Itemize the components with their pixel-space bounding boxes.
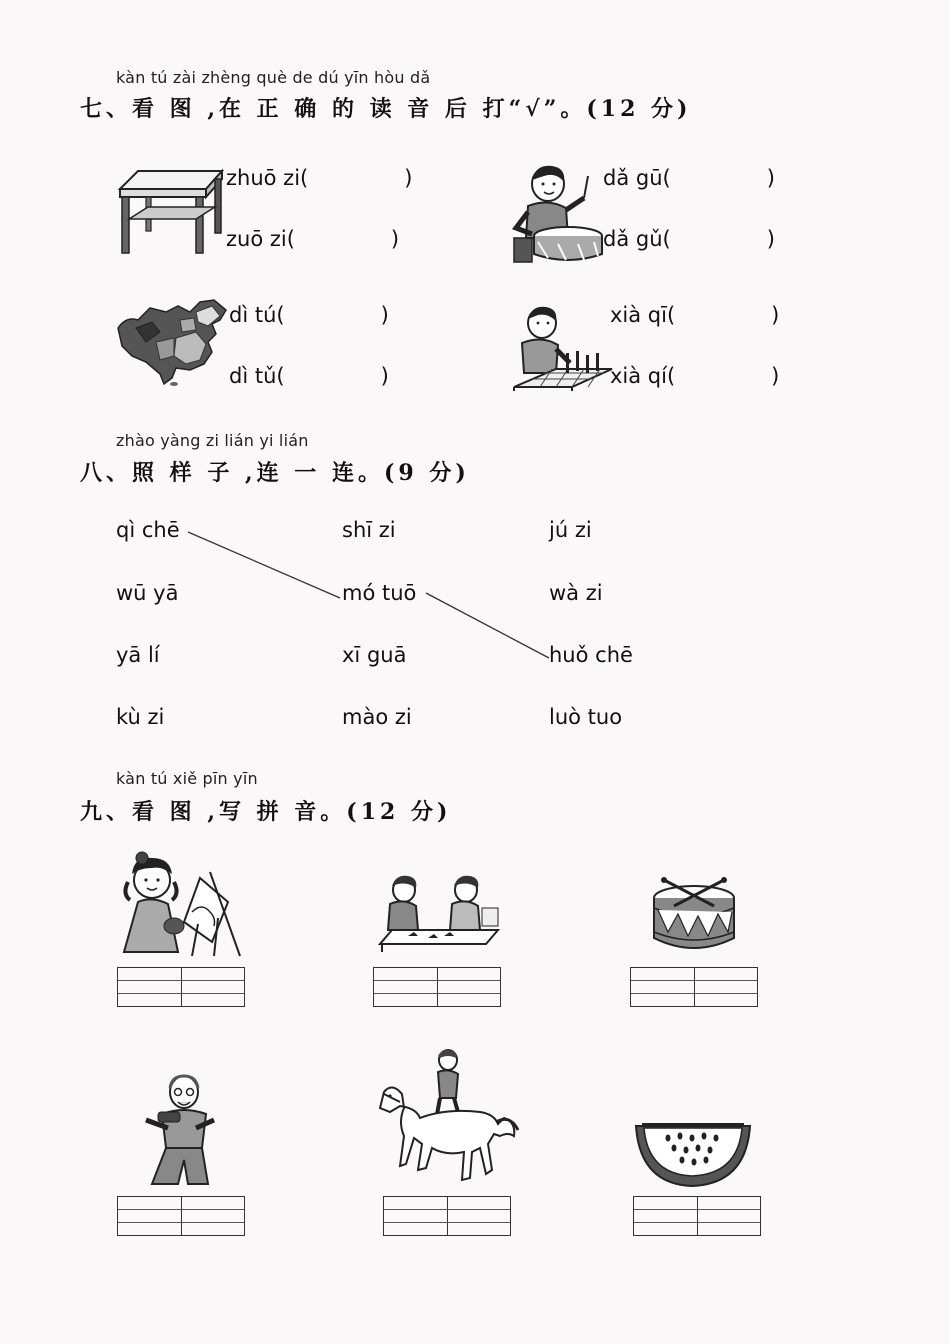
option-xia-qi-2[interactable]: xià qí( ) — [610, 364, 780, 388]
section7-title: 七、看 图 ,在 正 确 的 读 音 后 打“√”。(12 分) — [80, 96, 692, 122]
section8-pinyin: zhào yàng zi lián yi lián — [116, 431, 309, 450]
word-huo-che[interactable]: huǒ chē — [549, 643, 633, 667]
example-line-2 — [426, 593, 549, 658]
watermelon-icon — [634, 1120, 752, 1188]
answer-grid-5[interactable] — [383, 1196, 511, 1236]
word-wu-ya[interactable]: wū yā — [116, 581, 179, 605]
word-xi-gua[interactable]: xī guā — [342, 643, 407, 667]
word-qi-che[interactable]: qì chē — [116, 518, 180, 542]
answer-grid-2[interactable] — [373, 967, 501, 1007]
section9-title: 九、看 图 ,写 拼 音。(12 分) — [80, 799, 452, 825]
word-luo-tuo[interactable]: luò tuo — [549, 705, 623, 729]
answer-grid-6[interactable] — [633, 1196, 761, 1236]
kids-folding-icon — [378, 874, 502, 952]
horse-rider-icon — [376, 1048, 520, 1188]
option-di-tu-2[interactable]: dì tú( ) — [229, 303, 389, 327]
word-ju-zi[interactable]: jú zi — [549, 518, 592, 542]
word-shi-zi[interactable]: shī zi — [342, 518, 396, 542]
word-ku-zi[interactable]: kù zi — [116, 705, 165, 729]
girl-painting-icon — [118, 852, 242, 958]
option-da-gu-1[interactable]: dǎ gū( ) — [603, 166, 775, 190]
section9-pinyin: kàn tú xiě pīn yīn — [116, 769, 258, 788]
section8-title: 八、照 样 子 ,连 一 连。(9 分) — [80, 460, 470, 486]
drum-icon — [650, 876, 738, 956]
option-da-gu-3[interactable]: dǎ gǔ( ) — [603, 227, 775, 251]
option-zhuo-zi[interactable]: zhuō zi( ) — [226, 166, 413, 190]
word-wa-zi[interactable]: wà zi — [549, 581, 603, 605]
answer-grid-4[interactable] — [117, 1196, 245, 1236]
word-mao-zi[interactable]: mào zi — [342, 705, 412, 729]
word-ya-li[interactable]: yā lí — [116, 643, 160, 667]
grandpa-icon — [140, 1074, 220, 1188]
option-di-tu-3[interactable]: dì tǔ( ) — [229, 364, 389, 388]
answer-grid-1[interactable] — [117, 967, 245, 1007]
answer-grid-3[interactable] — [630, 967, 758, 1007]
option-zuo-zi[interactable]: zuō zi( ) — [226, 227, 400, 251]
word-mo-tuo[interactable]: mó tuō — [342, 581, 417, 605]
section7-pinyin: kàn tú zài zhèng què de dú yīn hòu dǎ — [116, 68, 431, 87]
example-line-1 — [188, 532, 340, 598]
option-xia-qi-1[interactable]: xià qī( ) — [610, 303, 780, 327]
